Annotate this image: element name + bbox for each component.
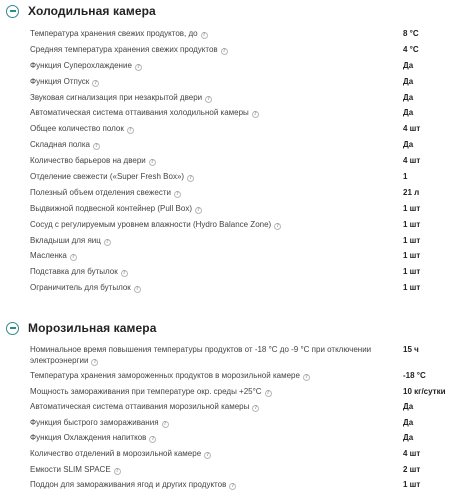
spec-value: 1 (403, 172, 408, 182)
spec-row (0, 432, 456, 448)
spec-label-text: Функция Суперохлаждение (30, 60, 132, 70)
spec-row (0, 344, 456, 370)
spec-value: Да (403, 417, 414, 427)
spec-label-text: Количество отделений в морозильной камере (30, 448, 202, 458)
spec-value: 1 шт (403, 235, 421, 245)
spec-label (30, 479, 403, 490)
spec-row (0, 44, 456, 60)
spec-value: Да (403, 402, 414, 412)
spec-label (30, 171, 403, 182)
spec-row (0, 464, 456, 480)
spec-label (30, 219, 403, 230)
info-icon[interactable]: ? (187, 175, 194, 182)
spec-label-text: Отделение свежести («Super Fresh Box») (30, 172, 185, 182)
spec-value: Да (403, 108, 414, 118)
spec-label (30, 123, 403, 134)
spec-label-text: Температура хранения замороженных продуктов в морозильной камере (30, 371, 300, 380)
spec-row (0, 107, 456, 123)
spec-value: 1 шт (403, 283, 421, 293)
spec-label (30, 401, 403, 412)
info-icon[interactable]: ? (92, 80, 99, 87)
info-icon[interactable]: ? (114, 468, 121, 475)
spec-label (30, 187, 403, 198)
info-icon[interactable]: ? (174, 191, 181, 198)
info-icon[interactable]: ? (121, 270, 128, 277)
spec-row (0, 139, 456, 155)
spec-label-text: Автоматическая система оттаивания морозильной камеры (30, 402, 250, 412)
spec-row (0, 448, 456, 464)
collapse-minus-icon[interactable] (6, 5, 19, 18)
spec-label-text: Выдвижной подвесной контейнер (Pull Box) (30, 203, 192, 213)
spec-row (0, 203, 456, 219)
spec-value: Да (403, 76, 414, 86)
spec-label (30, 370, 403, 381)
spec-label-text: Температура хранения свежих продуктов, до (30, 29, 198, 38)
spec-value: Да (403, 140, 414, 150)
info-icon[interactable]: ? (149, 436, 156, 443)
info-icon[interactable]: ? (93, 143, 100, 150)
spec-value: Да (403, 92, 414, 102)
spec-label (30, 44, 403, 55)
spec-value: 21 л (403, 187, 420, 197)
info-icon[interactable]: ? (149, 159, 156, 166)
spec-label-text: Ограничитель для бутылок (30, 283, 131, 293)
info-icon[interactable]: ? (252, 111, 259, 118)
spec-label (30, 250, 403, 261)
info-icon[interactable]: ? (104, 239, 111, 246)
spec-label-text: Емкости SLIM SPACE (30, 464, 111, 474)
spec-row (0, 282, 456, 298)
spec-row (0, 60, 456, 76)
spec-label-text: Подставка для бутылок (30, 267, 118, 277)
spec-row (0, 386, 456, 402)
spec-row (0, 235, 456, 251)
spec-label (30, 282, 403, 293)
spec-row (0, 76, 456, 92)
info-icon[interactable]: ? (204, 452, 211, 459)
freezer-spec-list (0, 344, 456, 495)
spec-label (30, 107, 403, 118)
spec-label (30, 203, 403, 214)
spec-label-text: Автоматическая система оттаивания холодильной камеры (30, 108, 249, 118)
spec-label-text: Вкладыши для яиц (30, 235, 101, 245)
spec-row (0, 155, 456, 171)
spec-row (0, 479, 456, 495)
spec-row (0, 250, 456, 266)
spec-label (30, 417, 403, 428)
spec-label-text: Складная полка (30, 140, 90, 150)
fridge-spec-list (0, 28, 456, 298)
spec-label (30, 155, 403, 166)
spec-label-text: Мощность замораживания при температуре окр. среды +25°C (30, 386, 262, 396)
spec-label (30, 139, 403, 150)
spec-label (30, 266, 403, 277)
spec-value: 15 ч (403, 345, 419, 354)
spec-label-text: Звуковая сигнализация при незакрытой двери (30, 92, 203, 102)
info-icon[interactable]: ? (265, 390, 272, 397)
info-icon[interactable]: ? (229, 483, 236, 490)
spec-row (0, 171, 456, 187)
spec-label-text: Функция Охлаждения напитков (30, 433, 147, 443)
spec-label (30, 28, 403, 39)
spec-value: Да (403, 60, 414, 70)
spec-label (30, 464, 403, 475)
info-icon[interactable]: ? (162, 421, 169, 428)
spec-value: 1 шт (403, 267, 421, 277)
spec-label (30, 386, 403, 397)
spec-label-text: Количество барьеров на двери (30, 156, 146, 166)
freezer-section-title: Морозильная камера (28, 321, 157, 335)
spec-label (30, 60, 403, 71)
fridge-section-header[interactable] (0, 1, 156, 21)
spec-label-text: Средняя температура хранения свежих продуктов (30, 44, 218, 54)
spec-label (30, 76, 403, 87)
spec-label-text: Полезный объем отделения свежести (30, 187, 171, 197)
spec-label-text: Поддон для замораживания ягод и других продуктов (30, 480, 227, 490)
spec-value: 4 шт (403, 156, 421, 166)
info-icon[interactable]: ? (70, 254, 77, 261)
spec-row (0, 219, 456, 235)
spec-value: 1 шт (403, 203, 421, 213)
info-icon[interactable]: ? (134, 286, 141, 293)
spec-label (30, 235, 403, 246)
info-icon[interactable]: ? (127, 127, 134, 134)
spec-value: 1 шт (403, 219, 421, 229)
info-icon[interactable]: ? (91, 359, 98, 366)
collapse-minus-icon[interactable] (6, 322, 19, 335)
spec-label (30, 92, 403, 103)
spec-row (0, 417, 456, 433)
spec-value: 4 шт (403, 124, 421, 134)
spec-value: 10 кг/сутки (403, 386, 446, 396)
spec-label (30, 344, 403, 366)
spec-row (0, 370, 456, 386)
spec-row (0, 266, 456, 282)
spec-label-text: Функция Отпуск (30, 76, 90, 86)
spec-value: -18 °C (403, 371, 426, 380)
spec-row (0, 401, 456, 417)
spec-row (0, 28, 456, 44)
info-icon[interactable]: ? (135, 64, 142, 71)
spec-label-text: Общее количество полок (30, 124, 124, 134)
freezer-section (0, 318, 456, 338)
spec-label-text: Функция быстрого замораживания (30, 417, 159, 427)
info-icon[interactable]: ? (303, 374, 310, 381)
spec-label (30, 432, 403, 443)
spec-row (0, 187, 456, 203)
spec-value: Да (403, 433, 414, 443)
spec-label-text: Масленка (30, 251, 67, 261)
fridge-section-title: Холодильная камера (28, 4, 156, 18)
spec-value: 4 °C (403, 44, 419, 54)
freezer-section-header[interactable] (0, 318, 456, 338)
spec-value: 8 °C (403, 29, 419, 38)
spec-label-text: Номинальное время повышения температуры продуктов от -18 °C до -9 °C при отключении электроэнергии (30, 345, 372, 365)
spec-value: 1 шт (403, 480, 421, 490)
info-icon[interactable]: ? (221, 48, 228, 55)
info-icon[interactable]: ? (195, 207, 202, 214)
spec-value: 2 шт (403, 464, 421, 474)
spec-value: 4 шт (403, 448, 421, 458)
spec-label-text: Сосуд с регулируемым уровнем влажности (Hydro Balance Zone) (30, 219, 272, 229)
info-icon[interactable]: ? (274, 223, 281, 230)
info-icon[interactable]: ? (205, 96, 212, 103)
spec-label (30, 448, 403, 459)
spec-value: 1 шт (403, 251, 421, 261)
spec-row (0, 123, 456, 139)
spec-row (0, 92, 456, 108)
info-icon[interactable]: ? (252, 405, 259, 412)
info-icon[interactable]: ? (201, 32, 208, 39)
